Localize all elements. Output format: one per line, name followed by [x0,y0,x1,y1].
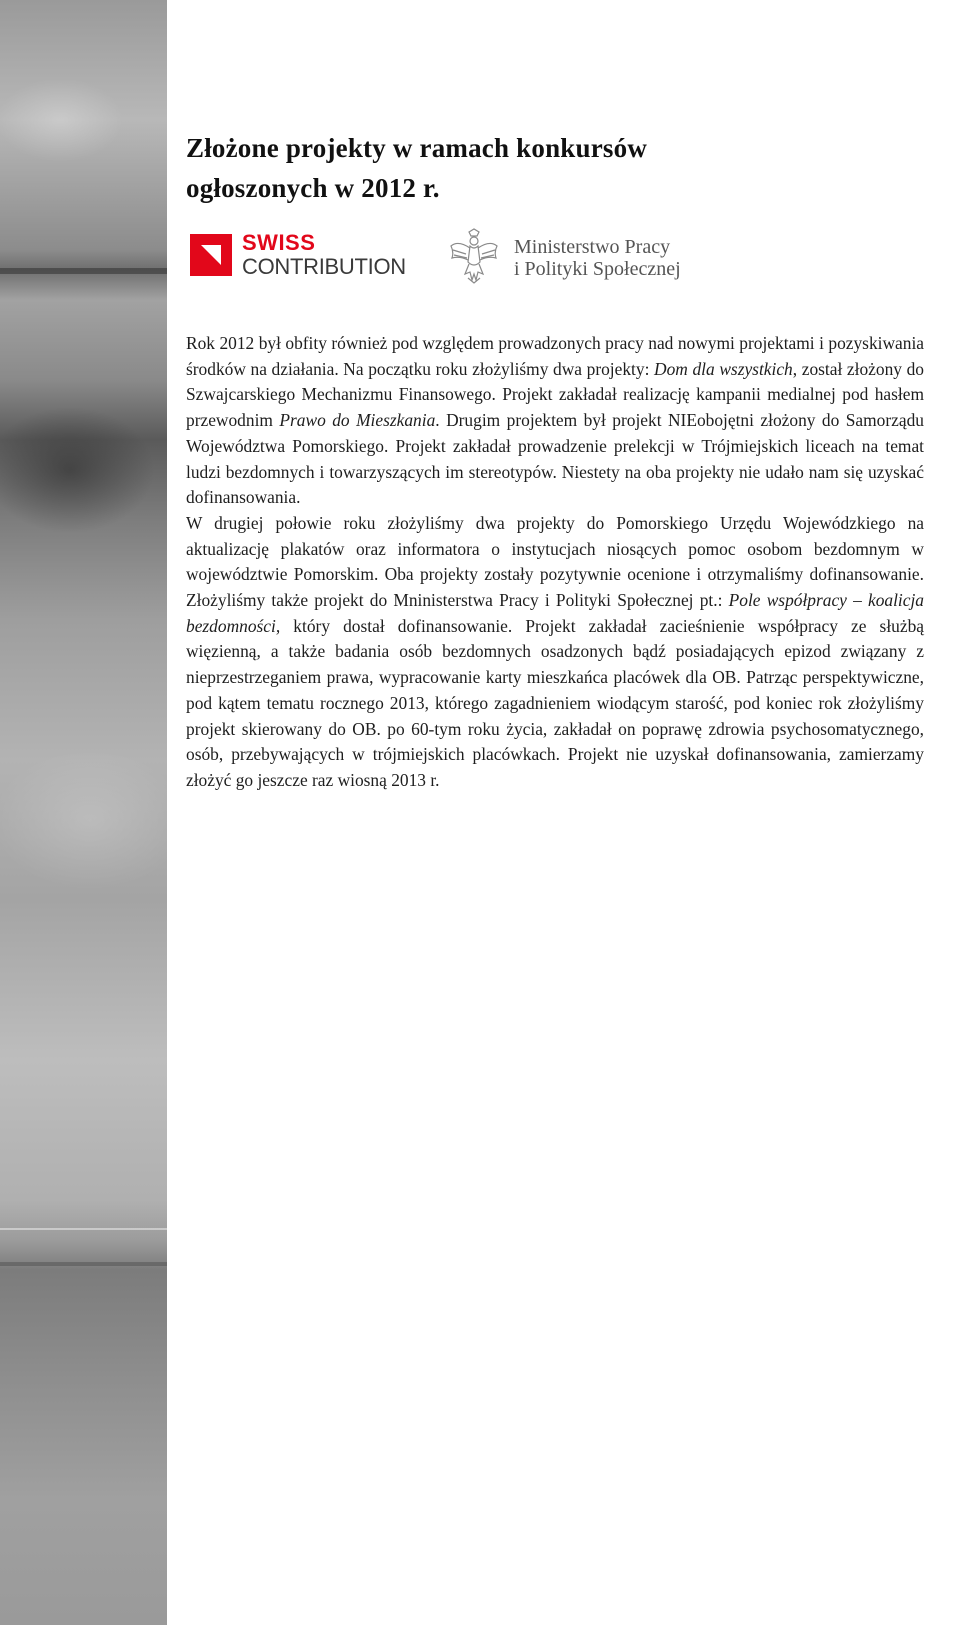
ministry-logo [448,226,718,290]
ministry-logo-line-2: i Polityki Społecznej [514,258,681,280]
decorative-side-panel [0,0,167,1625]
eagle-emblem-icon [448,228,500,284]
paragraph-2 [186,511,924,794]
panel-texture-streak [0,268,167,274]
title-line-1: Złożone projekty w ramach konkursów [186,133,648,163]
paragraph-1 [186,331,924,511]
page-content [186,128,924,794]
swiss-flag-mark-icon [190,234,232,276]
paragraph-2-text-a: W drugiej połowie roku złożyliśmy dwa projekty do Pomorskiego Urzędu Wojewódzkiego na aktualizację plakatów oraz informatora o instytucjach niosących pomoc osobom bezdomnym w województwie Pomorskim. Oba projekty zostały pozytywnie ocenione i otrzymaliśmy dofinansowanie. Złożyliśmy także projekt do Mninisterstwa Pracy i Polityki Społecznej pt.: [186,512,924,611]
paragraph-2-text-c: który dostał dofinansowanie. Projekt zakładał zacieśnienie współpracy ze służbą więzienną, a także badania osób bezdomnych osadzonych bądź posiadających epizod związany z nieprzestrzeganiem prawa, wypracowanie karty mieszkańca placówek dla OB. Patrząc perspektywiczne, pod kątem tematu rocznego 2013, którego zagadnieniem wiodącym starość, pod koniec rok złożyliśmy projekt skierowany do OB. po 60-tym roku życia, zakładał on poprawę zdrowia psychosomatycznego, osób, przebywających w trójmiejskich placówkach. Projekt nie uzyskał dofinansowania, zamierzamy złożyć go jeszcze raz wiosną 2013 r. [186,615,924,790]
project-name-pole-wspolpracy: Pole współpracy – koalicja bezdomności, [186,590,925,636]
panel-texture-streak [0,1262,167,1266]
swiss-contribution-logo [190,230,410,284]
paragraph-1-text-a: Rok 2012 był obfity również pod względem prowadzonych pracy nad nowymi projektami i pozyskiwania środków na działania. Na początku roku złożyliśmy dwa projekty: [186,333,924,379]
body-text [186,331,924,794]
ministry-logo-line-1: Ministerstwo Pracy [514,236,671,258]
swiss-logo-text: SWISS [242,230,316,255]
paragraph-1-text-c: , został złożony do Szwajcarskiego Mechanizmu Finansowego. Projekt zakładał realizację kampanii medialnej pod hasłem przewodnim [186,358,924,431]
paragraph-1-text-e: . Drugim projektem był projekt NIEobojętni złożony do Samorządu Województwa Pomorskiego. Projekt zakładał prowadzenie prelekcji w Trójmiejskich liceach na temat ludzi bezdomnych i towarzyszących im stereotypów. Niestety na oba projekty nie udało nam się uzyskać dofinansowania. [186,410,924,508]
page-title [186,128,924,208]
slogan-prawo-do-mieszkania: Prawo do Mieszkania [279,410,436,431]
title-line-2: ogłoszonych w 2012 r. [186,173,440,203]
panel-texture-streak [0,1228,167,1230]
project-name-dom-dla-wszystkich: Dom dla wszystkich [654,358,793,379]
contribution-logo-text: CONTRIBUTION [242,254,406,279]
sponsor-logos [186,230,924,294]
